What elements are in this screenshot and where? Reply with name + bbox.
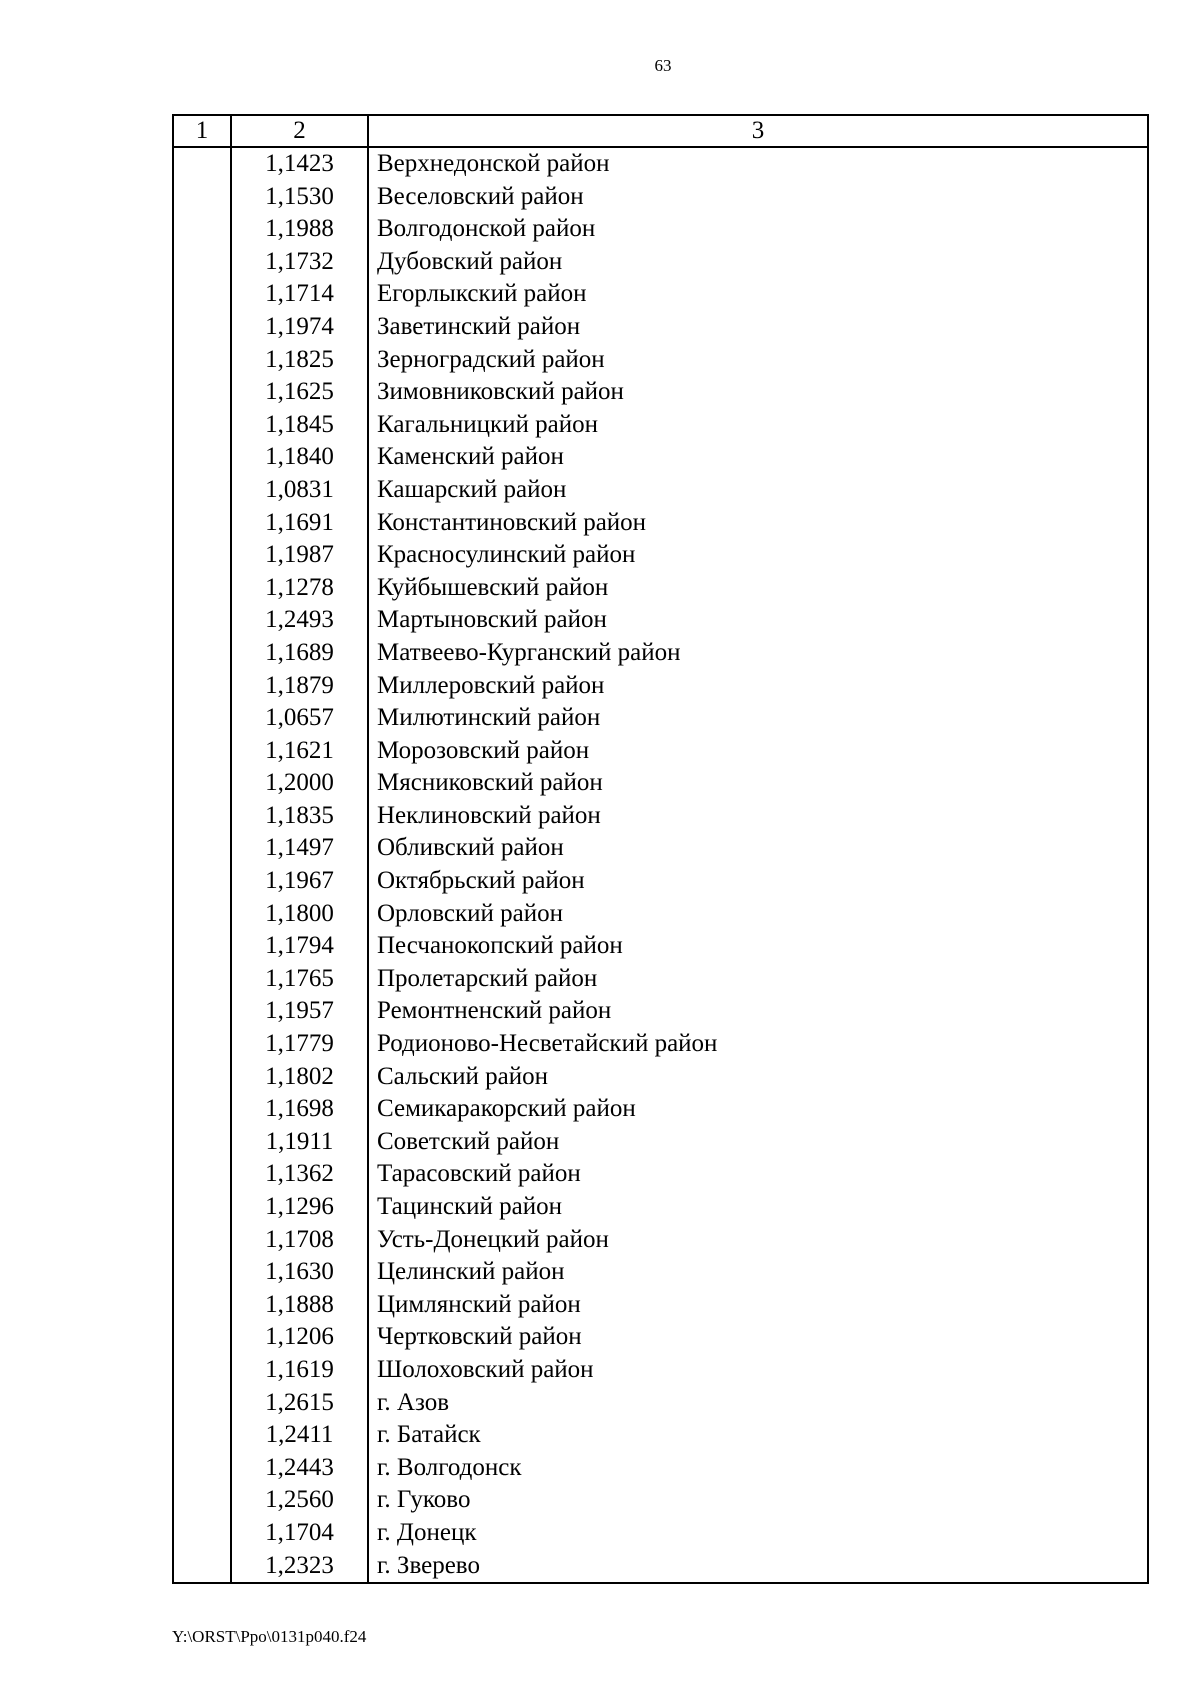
territory-name-cell: Мясниковский район — [368, 767, 1148, 800]
row-index-cell — [173, 1354, 231, 1387]
territory-name-cell: Кашарский район — [368, 474, 1148, 507]
coefficient-cell: 1,1630 — [231, 1256, 368, 1289]
row-index-cell — [173, 1387, 231, 1420]
coefficient-cell: 1,1779 — [231, 1028, 368, 1061]
coefficient-cell: 1,1206 — [231, 1321, 368, 1354]
table-row — [173, 832, 1148, 865]
table-row — [173, 1224, 1148, 1257]
table-row — [173, 572, 1148, 605]
coefficient-cell: 1,0657 — [231, 702, 368, 735]
column-header-2: 2 — [231, 115, 368, 147]
territory-name-cell: Миллеровский район — [368, 670, 1148, 703]
row-index-cell — [173, 1550, 231, 1584]
row-index-cell — [173, 1256, 231, 1289]
coefficient-cell: 1,2560 — [231, 1484, 368, 1517]
row-index-cell — [173, 1028, 231, 1061]
file-path-footer: Y:\ORST\Ppo\0131p040.f24 — [172, 1627, 367, 1646]
table-row — [173, 147, 1148, 181]
row-index-cell — [173, 963, 231, 996]
coefficient-cell: 1,1625 — [231, 376, 368, 409]
table-row — [173, 1158, 1148, 1191]
table-row — [173, 930, 1148, 963]
table-row — [173, 344, 1148, 377]
territory-name-cell: Константиновский район — [368, 507, 1148, 540]
row-index-cell — [173, 181, 231, 214]
territory-name-cell: Родионово-Несветайский район — [368, 1028, 1148, 1061]
territory-name-cell: г. Зверево — [368, 1550, 1148, 1584]
coefficient-cell: 1,1714 — [231, 278, 368, 311]
territory-name-cell: Песчанокопский район — [368, 930, 1148, 963]
coefficient-cell: 1,1698 — [231, 1093, 368, 1126]
table-row — [173, 1387, 1148, 1420]
coefficient-cell: 1,2323 — [231, 1550, 368, 1584]
table-row — [173, 507, 1148, 540]
row-index-cell — [173, 767, 231, 800]
coefficient-cell: 1,1689 — [231, 637, 368, 670]
coefficient-cell: 1,1835 — [231, 800, 368, 833]
row-index-cell — [173, 409, 231, 442]
territory-name-cell: Веселовский район — [368, 181, 1148, 214]
coefficient-cell: 1,1957 — [231, 995, 368, 1028]
territory-name-cell: Красносулинский район — [368, 539, 1148, 572]
territory-name-cell: Куйбышевский район — [368, 572, 1148, 605]
row-index-cell — [173, 474, 231, 507]
column-header-3: 3 — [368, 115, 1148, 147]
coefficient-table — [172, 114, 1149, 1584]
territory-name-cell: г. Батайск — [368, 1419, 1148, 1452]
coefficient-cell: 1,1825 — [231, 344, 368, 377]
coefficient-cell: 1,1296 — [231, 1191, 368, 1224]
coefficient-cell: 1,1691 — [231, 507, 368, 540]
row-index-cell — [173, 1484, 231, 1517]
coefficient-cell: 1,0831 — [231, 474, 368, 507]
coefficient-cell: 1,1800 — [231, 898, 368, 931]
coefficient-cell: 1,1732 — [231, 246, 368, 279]
coefficient-cell: 1,1765 — [231, 963, 368, 996]
territory-name-cell: Зерноградский район — [368, 344, 1148, 377]
row-index-cell — [173, 507, 231, 540]
table-row — [173, 995, 1148, 1028]
territory-name-cell: Мартыновский район — [368, 604, 1148, 637]
table-row — [173, 702, 1148, 735]
territory-name-cell: Усть-Донецкий район — [368, 1224, 1148, 1257]
coefficient-cell: 1,2000 — [231, 767, 368, 800]
coefficient-cell: 1,1987 — [231, 539, 368, 572]
row-index-cell — [173, 1061, 231, 1094]
row-index-cell — [173, 800, 231, 833]
row-index-cell — [173, 898, 231, 931]
territory-name-cell: г. Азов — [368, 1387, 1148, 1420]
row-index-cell — [173, 246, 231, 279]
territory-name-cell: Морозовский район — [368, 735, 1148, 768]
territory-name-cell: Цимлянский район — [368, 1289, 1148, 1322]
coefficient-cell: 1,1708 — [231, 1224, 368, 1257]
row-index-cell — [173, 311, 231, 344]
table-row — [173, 1354, 1148, 1387]
territory-name-cell: Тарасовский район — [368, 1158, 1148, 1191]
table-row — [173, 181, 1148, 214]
territory-name-cell: Каменский район — [368, 441, 1148, 474]
territory-name-cell: Шолоховский район — [368, 1354, 1148, 1387]
row-index-cell — [173, 1452, 231, 1485]
territory-name-cell: Обливский район — [368, 832, 1148, 865]
table-row — [173, 474, 1148, 507]
coefficient-cell: 1,1278 — [231, 572, 368, 605]
table-row — [173, 670, 1148, 703]
row-index-cell — [173, 1419, 231, 1452]
table-row — [173, 1256, 1148, 1289]
territory-name-cell: Заветинский район — [368, 311, 1148, 344]
territory-name-cell: Неклиновский район — [368, 800, 1148, 833]
row-index-cell — [173, 278, 231, 311]
territory-name-cell: Семикаракорский район — [368, 1093, 1148, 1126]
territory-name-cell: Зимовниковский район — [368, 376, 1148, 409]
territory-name-cell: г. Волгодонск — [368, 1452, 1148, 1485]
row-index-cell — [173, 147, 231, 181]
table-row — [173, 1452, 1148, 1485]
table-row — [173, 963, 1148, 996]
coefficient-cell: 1,1974 — [231, 311, 368, 344]
row-index-cell — [173, 1289, 231, 1322]
row-index-cell — [173, 1517, 231, 1550]
territory-name-cell: Ремонтненский район — [368, 995, 1148, 1028]
table-row — [173, 1028, 1148, 1061]
table-row — [173, 278, 1148, 311]
coefficient-cell: 1,2411 — [231, 1419, 368, 1452]
row-index-cell — [173, 670, 231, 703]
territory-name-cell: Советский район — [368, 1126, 1148, 1159]
row-index-cell — [173, 376, 231, 409]
territory-name-cell: г. Гуково — [368, 1484, 1148, 1517]
coefficient-cell: 1,1840 — [231, 441, 368, 474]
coefficient-cell: 1,1619 — [231, 1354, 368, 1387]
table-row — [173, 1517, 1148, 1550]
table-row — [173, 311, 1148, 344]
territory-name-cell: Октябрьский район — [368, 865, 1148, 898]
row-index-cell — [173, 637, 231, 670]
table-row — [173, 1550, 1148, 1584]
row-index-cell — [173, 735, 231, 768]
row-index-cell — [173, 344, 231, 377]
row-index-cell — [173, 1093, 231, 1126]
coefficient-cell: 1,2443 — [231, 1452, 368, 1485]
territory-name-cell: Пролетарский район — [368, 963, 1148, 996]
territory-name-cell: Егорлыкский район — [368, 278, 1148, 311]
row-index-cell — [173, 539, 231, 572]
row-index-cell — [173, 213, 231, 246]
coefficient-cell: 1,2493 — [231, 604, 368, 637]
table-row — [173, 246, 1148, 279]
coefficient-cell: 1,1888 — [231, 1289, 368, 1322]
page-number: 63 — [654, 56, 672, 75]
territory-name-cell: Матвеево-Курганский район — [368, 637, 1148, 670]
territory-name-cell: Орловский район — [368, 898, 1148, 931]
coefficient-cell: 1,1794 — [231, 930, 368, 963]
table-row — [173, 604, 1148, 637]
table-header — [173, 115, 1148, 147]
table-row — [173, 409, 1148, 442]
table-row — [173, 1126, 1148, 1159]
table-row — [173, 1419, 1148, 1452]
coefficient-cell: 1,2615 — [231, 1387, 368, 1420]
table-row — [173, 637, 1148, 670]
coefficient-cell: 1,1879 — [231, 670, 368, 703]
table-row — [173, 441, 1148, 474]
row-index-cell — [173, 441, 231, 474]
coefficient-cell: 1,1967 — [231, 865, 368, 898]
territory-name-cell: Верхнедонской район — [368, 147, 1148, 181]
table-row — [173, 213, 1148, 246]
table-row — [173, 735, 1148, 768]
coefficient-cell: 1,1497 — [231, 832, 368, 865]
coefficient-cell: 1,1530 — [231, 181, 368, 214]
table-row — [173, 1321, 1148, 1354]
coefficient-cell: 1,1911 — [231, 1126, 368, 1159]
territory-name-cell: Кагальницкий район — [368, 409, 1148, 442]
table-row — [173, 800, 1148, 833]
territory-name-cell: г. Донецк — [368, 1517, 1148, 1550]
row-index-cell — [173, 832, 231, 865]
table-row — [173, 376, 1148, 409]
territory-name-cell: Чертковский район — [368, 1321, 1148, 1354]
coefficient-cell: 1,1845 — [231, 409, 368, 442]
territory-name-cell: Волгодонской район — [368, 213, 1148, 246]
table-row — [173, 1093, 1148, 1126]
table-body — [173, 147, 1148, 1583]
table-row — [173, 865, 1148, 898]
row-index-cell — [173, 702, 231, 735]
row-index-cell — [173, 865, 231, 898]
territory-name-cell: Целинский район — [368, 1256, 1148, 1289]
row-index-cell — [173, 1126, 231, 1159]
table-row — [173, 1061, 1148, 1094]
row-index-cell — [173, 1224, 231, 1257]
row-index-cell — [173, 604, 231, 637]
table-row — [173, 1289, 1148, 1322]
row-index-cell — [173, 1191, 231, 1224]
coefficient-cell: 1,1704 — [231, 1517, 368, 1550]
table-row — [173, 767, 1148, 800]
table-row — [173, 898, 1148, 931]
coefficient-cell: 1,1423 — [231, 147, 368, 181]
header-row — [173, 115, 1148, 147]
row-index-cell — [173, 930, 231, 963]
row-index-cell — [173, 1158, 231, 1191]
coefficient-cell: 1,1802 — [231, 1061, 368, 1094]
territory-name-cell: Тацинский район — [368, 1191, 1148, 1224]
coefficient-cell: 1,1988 — [231, 213, 368, 246]
territory-name-cell: Сальский район — [368, 1061, 1148, 1094]
table-row — [173, 1191, 1148, 1224]
table-row — [173, 539, 1148, 572]
coefficient-cell: 1,1362 — [231, 1158, 368, 1191]
territory-name-cell: Дубовский район — [368, 246, 1148, 279]
table-row — [173, 1484, 1148, 1517]
coefficient-cell: 1,1621 — [231, 735, 368, 768]
row-index-cell — [173, 995, 231, 1028]
row-index-cell — [173, 1321, 231, 1354]
column-header-1: 1 — [173, 115, 231, 147]
row-index-cell — [173, 572, 231, 605]
territory-name-cell: Милютинский район — [368, 702, 1148, 735]
